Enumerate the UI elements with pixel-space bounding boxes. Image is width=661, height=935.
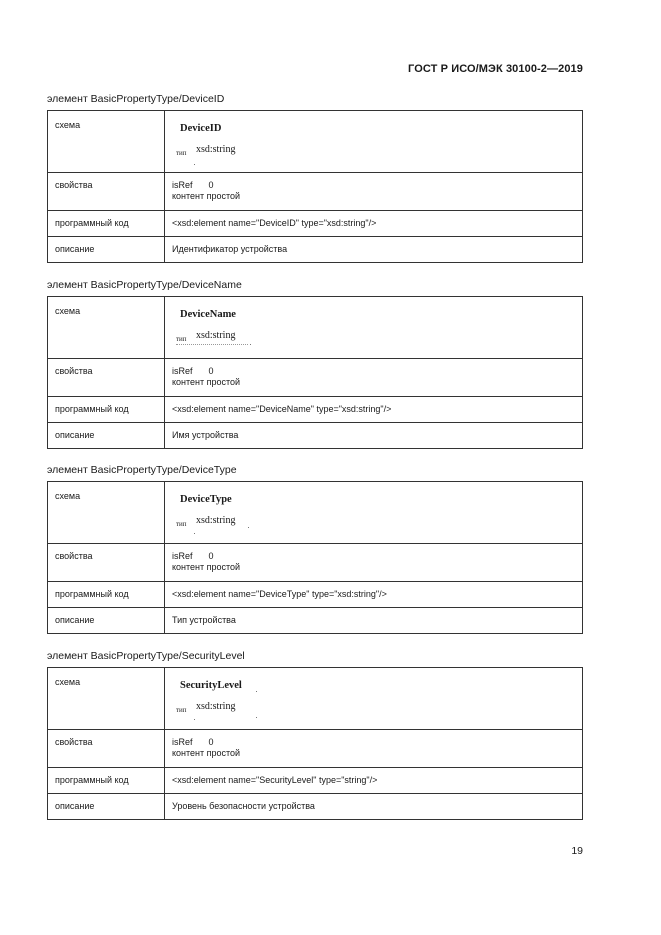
element-table	[47, 667, 583, 820]
code-label: программный код	[48, 211, 165, 237]
section-title: элемент BasicPropertyType/SecurityLevel	[47, 650, 245, 662]
isref-value: 0	[208, 366, 214, 376]
isref-value: 0	[208, 180, 214, 190]
diagram-dot	[194, 719, 195, 720]
isref-label: isRef	[172, 180, 193, 190]
isref-label: isRef	[172, 737, 193, 747]
content-simple-label: контент простой	[172, 748, 241, 758]
diagram-dot	[250, 344, 251, 345]
content-simple-label: контент простой	[172, 562, 241, 572]
schema-cell	[165, 668, 583, 730]
schema-label: схема	[48, 482, 165, 544]
code-label: программный код	[48, 582, 165, 608]
diagram-dot	[194, 164, 195, 165]
section-title: элемент BasicPropertyType/DeviceID	[47, 93, 225, 105]
diagram-element-name: DeviceType	[180, 494, 232, 505]
properties-cell	[165, 544, 583, 582]
content-simple-label: контент простой	[172, 191, 241, 201]
diagram-dot	[256, 691, 257, 692]
diagram-type-label: тип	[176, 149, 187, 157]
description-label: описание	[48, 794, 165, 820]
isref-value: 0	[208, 737, 214, 747]
schema-label: схема	[48, 297, 165, 359]
schema-cell	[165, 482, 583, 544]
properties-label: свойства	[48, 730, 165, 768]
section-title: элемент BasicPropertyType/DeviceType	[47, 464, 237, 476]
schema-label: схема	[48, 111, 165, 173]
code-value: <xsd:element name="DeviceType" type="xsd:string"/>	[165, 582, 583, 608]
element-section-device-type	[47, 463, 583, 634]
code-value: <xsd:element name="DeviceID" type="xsd:string"/>	[165, 211, 583, 237]
diagram-type-label: тип	[176, 520, 187, 528]
diagram-element-name: DeviceID	[180, 123, 222, 134]
diagram-element-name: DeviceName	[180, 309, 236, 320]
diagram-dot	[248, 527, 249, 528]
properties-label: свойства	[48, 544, 165, 582]
code-label: программный код	[48, 768, 165, 794]
code-value: <xsd:element name="DeviceName" type="xsd:string"/>	[165, 397, 583, 423]
schema-cell	[165, 111, 583, 173]
diagram-type-value: xsd:string	[196, 515, 236, 526]
description-value: Идентификатор устройства	[165, 237, 583, 263]
diagram-type-label: тип	[176, 706, 187, 714]
description-value: Уровень безопасности устройства	[165, 794, 583, 820]
properties-cell	[165, 173, 583, 211]
element-table	[47, 481, 583, 634]
element-table	[47, 110, 583, 263]
content-simple-label: контент простой	[172, 377, 241, 387]
isref-label: isRef	[172, 551, 193, 561]
schema-diagram	[172, 120, 575, 170]
diagram-dot	[256, 717, 257, 718]
element-section-device-id	[47, 92, 583, 263]
element-section-security-level	[47, 649, 583, 820]
description-value: Тип устройства	[165, 608, 583, 634]
diagram-type-value: xsd:string	[196, 330, 236, 341]
schema-cell	[165, 297, 583, 359]
description-label: описание	[48, 237, 165, 263]
diagram-element-name: SecurityLevel	[180, 680, 242, 691]
schema-diagram	[172, 306, 575, 356]
description-label: описание	[48, 423, 165, 449]
element-table	[47, 296, 583, 449]
diagram-type-value: xsd:string	[196, 144, 236, 155]
diagram-type-label: тип	[176, 335, 187, 343]
isref-label: isRef	[172, 366, 193, 376]
page-number: 19	[571, 845, 583, 857]
properties-label: свойства	[48, 173, 165, 211]
element-section-device-name	[47, 278, 583, 449]
description-label: описание	[48, 608, 165, 634]
diagram-line	[176, 344, 248, 345]
description-value: Имя устройства	[165, 423, 583, 449]
properties-label: свойства	[48, 359, 165, 397]
properties-cell	[165, 730, 583, 768]
properties-cell	[165, 359, 583, 397]
section-title: элемент BasicPropertyType/DeviceName	[47, 279, 242, 291]
schema-label: схема	[48, 668, 165, 730]
diagram-type-value: xsd:string	[196, 701, 236, 712]
schema-diagram	[172, 677, 575, 727]
diagram-dot	[194, 533, 195, 534]
isref-value: 0	[208, 551, 214, 561]
code-value: <xsd:element name="SecurityLevel" type="string"/>	[165, 768, 583, 794]
code-label: программный код	[48, 397, 165, 423]
document-standard-header: ГОСТ Р ИСО/МЭК 30100-2—2019	[408, 63, 583, 75]
schema-diagram	[172, 491, 575, 541]
